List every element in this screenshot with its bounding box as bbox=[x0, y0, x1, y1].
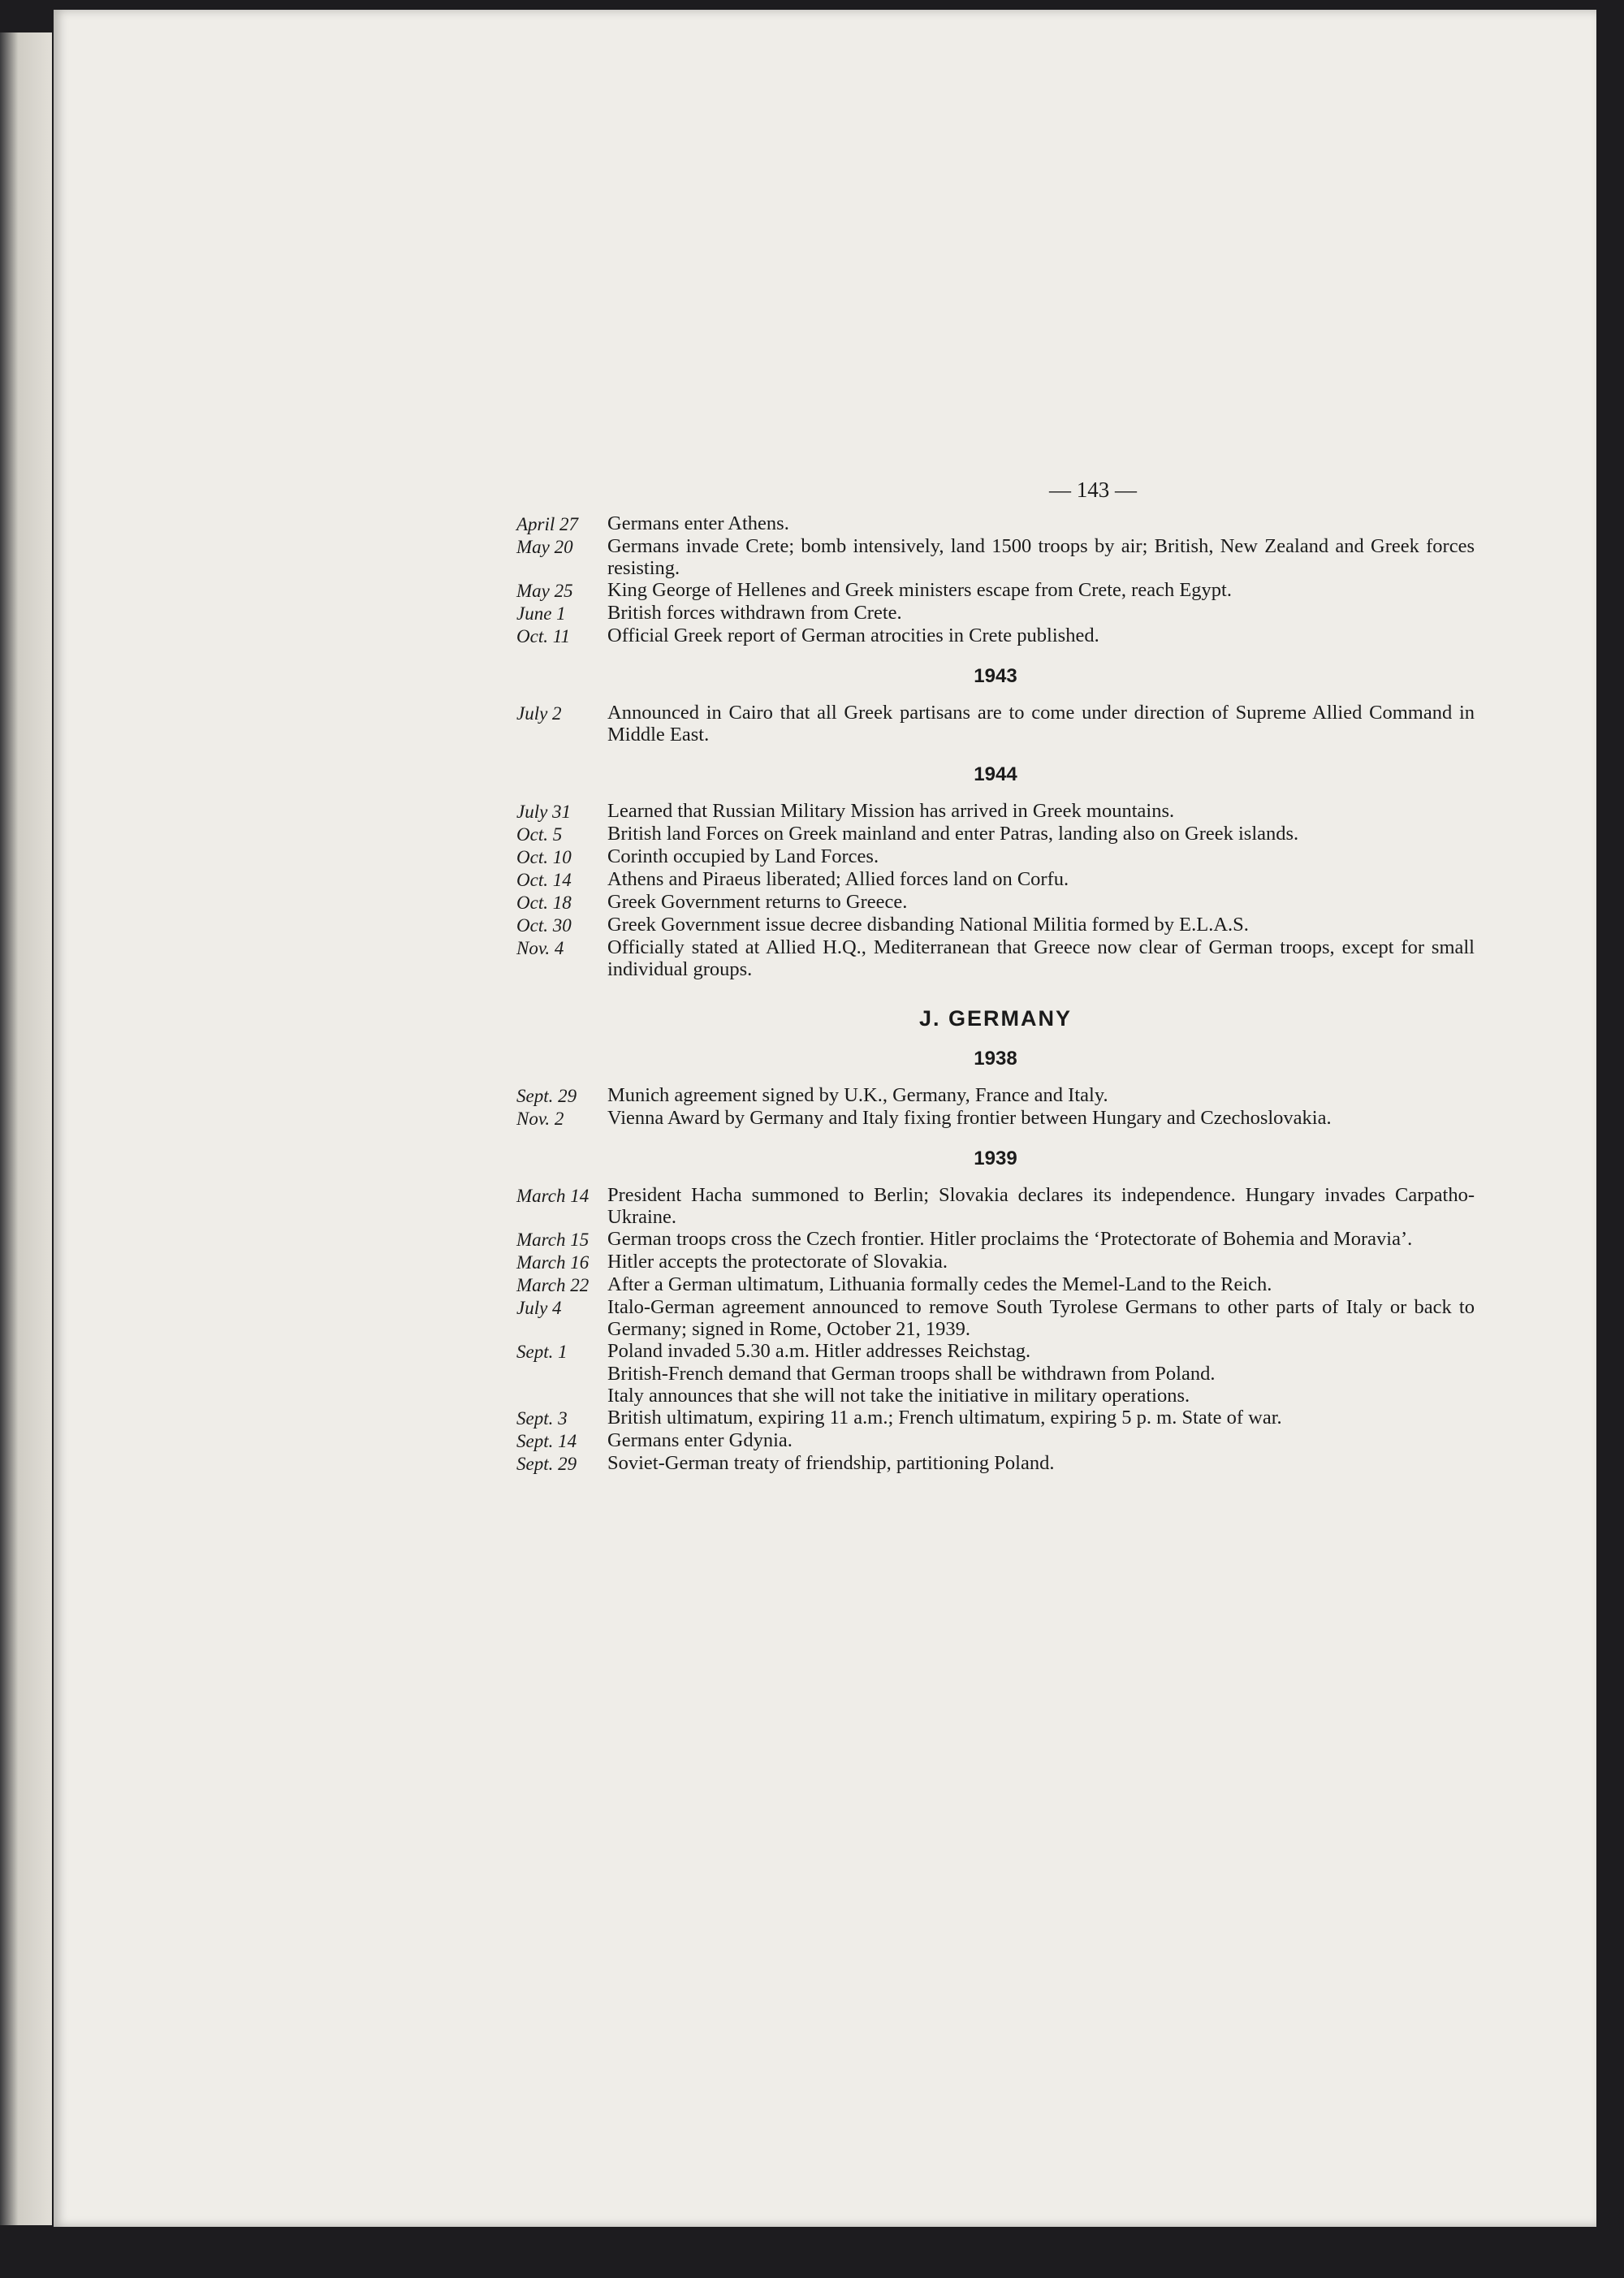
entry-text: British land Forces on Greek mainland and enter Patras, landing also on Greek islands. bbox=[607, 823, 1299, 845]
chronology-entry bbox=[516, 602, 1475, 625]
chronology-entry bbox=[516, 1429, 1475, 1452]
chronology-entry bbox=[516, 1251, 1475, 1273]
chronology-entry bbox=[516, 845, 1475, 868]
entry-text: Corinth occupied by Land Forces. bbox=[607, 845, 879, 867]
entry-date: March 16 bbox=[516, 1252, 590, 1273]
chronology-entry bbox=[516, 702, 1475, 746]
entry-date: May 25 bbox=[516, 581, 573, 601]
entry-date: Nov. 4 bbox=[516, 938, 564, 958]
entry-text: Germans enter Gdynia. bbox=[607, 1429, 793, 1451]
entry-date: July 2 bbox=[516, 703, 562, 724]
entry-text: Poland invaded 5.30 a.m. Hitler addresses Reichstag. bbox=[607, 1340, 1031, 1362]
entry-date: Nov. 2 bbox=[516, 1109, 564, 1129]
entry-date: Sept. 14 bbox=[516, 1431, 577, 1451]
entry-date: Oct. 30 bbox=[516, 915, 572, 936]
chronology-entry bbox=[516, 800, 1475, 823]
chronology-entry bbox=[516, 512, 1475, 535]
greece-1944-list bbox=[516, 800, 1475, 980]
chronology-entry bbox=[516, 1452, 1475, 1475]
chronology-entry bbox=[516, 1385, 1475, 1407]
entry-date: Oct. 10 bbox=[516, 847, 572, 867]
year-heading-1944: 1944 bbox=[974, 763, 1017, 785]
entry-date: March 14 bbox=[516, 1186, 590, 1206]
chronology-text bbox=[516, 479, 1475, 1475]
entry-text: Munich agreement signed by U.K., Germany, France and Italy. bbox=[607, 1084, 1108, 1106]
chronology-entry bbox=[516, 868, 1475, 891]
chronology-entry bbox=[516, 1363, 1475, 1385]
entry-text: Vienna Award by Germany and Italy fixing frontier between Hungary and Czechoslovakia. bbox=[607, 1107, 1332, 1129]
entry-date: Sept. 29 bbox=[516, 1454, 577, 1474]
entry-date: Sept. 1 bbox=[516, 1342, 568, 1362]
entry-text: Hitler accepts the protectorate of Slovakia. bbox=[607, 1251, 948, 1273]
entry-date bbox=[516, 1363, 607, 1364]
entry-date: Sept. 29 bbox=[516, 1086, 577, 1106]
previous-page-edge bbox=[0, 32, 52, 2225]
entry-date: April 27 bbox=[516, 514, 579, 534]
entry-date: June 1 bbox=[516, 603, 566, 624]
chronology-entry bbox=[516, 1107, 1475, 1130]
entry-text: King George of Hellenes and Greek ministers escape from Crete, reach Egypt. bbox=[607, 579, 1232, 601]
chronology-entry bbox=[516, 914, 1475, 936]
entry-text: British-French demand that German troops shall be withdrawn from Poland. bbox=[607, 1363, 1216, 1385]
chronology-entry bbox=[516, 1407, 1475, 1429]
chronology-entry bbox=[516, 535, 1475, 579]
entry-text: Italo-German agreement announced to remove South Tyrolese Germans to other parts of Italy or back to Germany; signed in Rome, October 21, 1939. bbox=[607, 1296, 1475, 1340]
section-heading-germany: J. GERMANY bbox=[918, 1006, 1073, 1031]
chronology-entry bbox=[516, 823, 1475, 845]
chronology-entry bbox=[516, 1273, 1475, 1296]
entry-text: Germans invade Crete; bomb intensively, land 1500 troops by air; British, New Zealand and Greek forces resisting. bbox=[607, 535, 1475, 579]
entry-text: After a German ultimatum, Lithuania formally cedes the Memel-Land to the Reich. bbox=[607, 1273, 1272, 1295]
chronology-entry bbox=[516, 1296, 1475, 1340]
entry-text: British ultimatum, expiring 11 a.m.; French ultimatum, expiring 5 p. m. State of war. bbox=[607, 1407, 1282, 1429]
greece-1943-list bbox=[516, 702, 1475, 746]
entry-text: Athens and Piraeus liberated; Allied forces land on Corfu. bbox=[607, 868, 1069, 890]
entry-date: Oct. 14 bbox=[516, 870, 572, 890]
year-heading-1939: 1939 bbox=[974, 1148, 1017, 1169]
chronology-entry bbox=[516, 936, 1475, 980]
entry-text: Announced in Cairo that all Greek partisans are to come under direction of Supreme Allied Command in Middle East. bbox=[607, 702, 1475, 746]
entry-date: July 4 bbox=[516, 1298, 562, 1318]
entry-text: Greek Government issue decree disbanding National Militia formed by E.L.A.S. bbox=[607, 914, 1249, 936]
entry-date: Oct. 11 bbox=[516, 626, 571, 646]
entry-date: March 22 bbox=[516, 1275, 590, 1295]
greece-1941-list bbox=[516, 512, 1475, 647]
germany-1939-list bbox=[516, 1184, 1475, 1475]
entry-date: May 20 bbox=[516, 537, 573, 557]
entry-text: German troops cross the Czech frontier. Hitler proclaims the ‘Protectorate of Bohemia and Moravia’. bbox=[607, 1228, 1413, 1250]
entry-text: Learned that Russian Military Mission has arrived in Greek mountains. bbox=[607, 800, 1175, 822]
entry-text: Greek Government returns to Greece. bbox=[607, 891, 908, 913]
chronology-entry bbox=[516, 1184, 1475, 1228]
entry-date: Sept. 3 bbox=[516, 1408, 568, 1429]
entry-text: British forces withdrawn from Crete. bbox=[607, 602, 902, 624]
entry-text: Italy announces that she will not take the initiative in military operations. bbox=[607, 1385, 1190, 1407]
entry-text: Officially stated at Allied H.Q., Mediterranean that Greece now clear of German troops, except for small individual groups. bbox=[607, 936, 1475, 980]
entry-date: Oct. 18 bbox=[516, 893, 572, 913]
chronology-entry bbox=[516, 891, 1475, 914]
entry-date: July 31 bbox=[516, 802, 572, 822]
chronology-entry bbox=[516, 1228, 1475, 1251]
entry-date: March 15 bbox=[516, 1230, 590, 1250]
chronology-entry bbox=[516, 579, 1475, 602]
entry-text: Soviet-German treaty of friendship, partitioning Poland. bbox=[607, 1452, 1055, 1474]
page-number: — 143 — bbox=[1049, 478, 1137, 502]
chronology-entry bbox=[516, 1340, 1475, 1363]
year-heading-1943: 1943 bbox=[974, 665, 1017, 687]
germany-1938-list bbox=[516, 1084, 1475, 1130]
year-heading-1938: 1938 bbox=[974, 1048, 1017, 1070]
entry-text: Germans enter Athens. bbox=[607, 512, 789, 534]
entry-text: Official Greek report of German atrocities in Crete published. bbox=[607, 625, 1099, 646]
chronology-entry bbox=[516, 625, 1475, 647]
chronology-entry bbox=[516, 1084, 1475, 1107]
entry-text: President Hacha summoned to Berlin; Slovakia declares its independence. Hungary invades Carpatho-Ukraine. bbox=[607, 1184, 1475, 1228]
entry-date: Oct. 5 bbox=[516, 824, 563, 845]
